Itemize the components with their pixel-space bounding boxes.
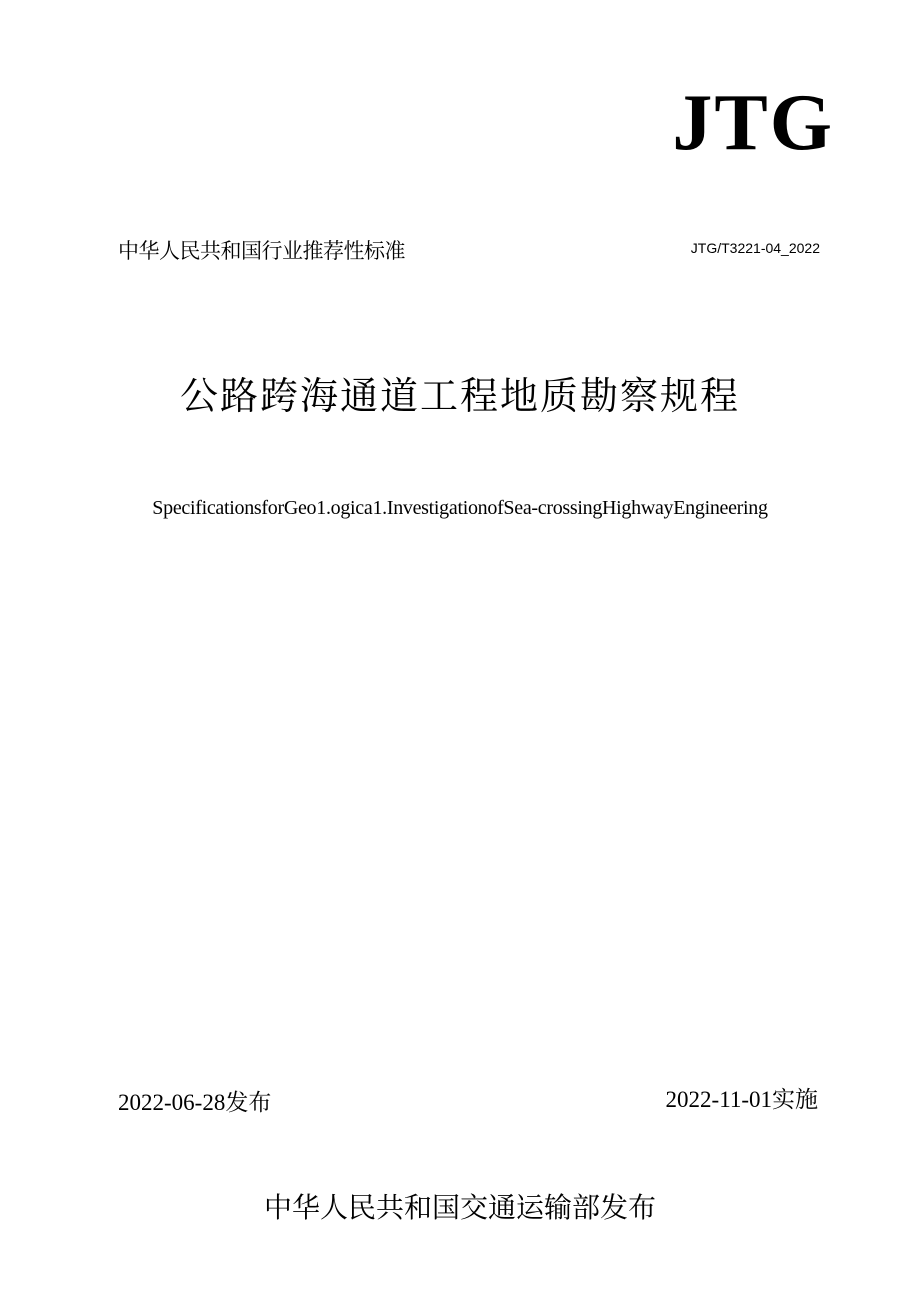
implementation-date: 2022-11-01实施	[665, 1087, 818, 1112]
standard-category: 中华人民共和国行业推荐性标准	[118, 239, 405, 263]
standard-number: JTG/T3221-04_2022	[690, 240, 820, 256]
title-chinese: 公路跨海通道工程地质勘察规程	[179, 374, 740, 418]
publisher: 中华人民共和国交通运输部发布	[263, 1191, 656, 1224]
jtg-logo: JTG	[672, 79, 834, 167]
title-english: SpecificationsforGeo1.ogica1.InvestigationofSea-crossingHighwayEngineering	[152, 497, 768, 519]
issue-date: 2022-06-28发布	[118, 1090, 272, 1115]
